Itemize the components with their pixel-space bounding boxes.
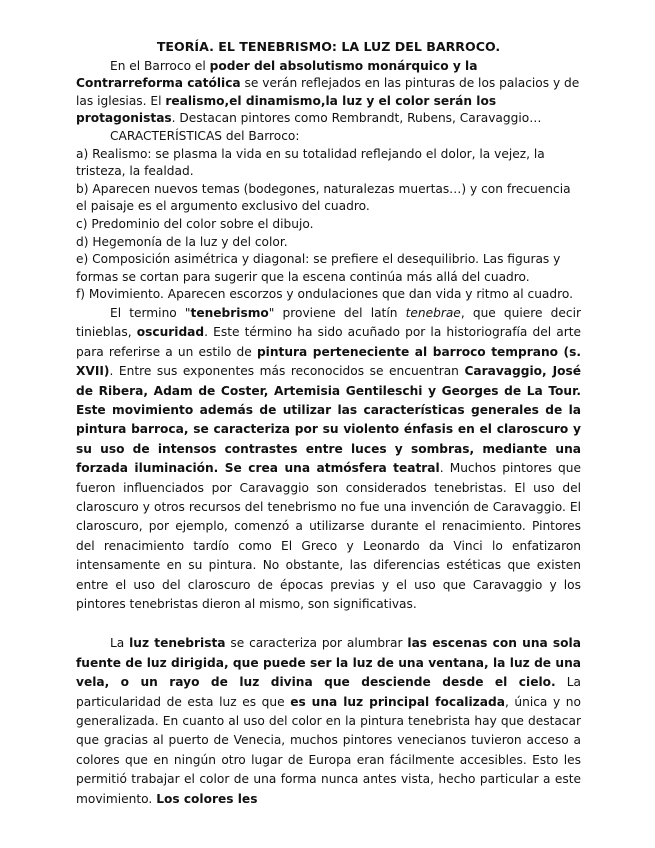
characteristic-c: c) Predominio del color sobre el dibujo. — [76, 216, 314, 231]
luz-bold-3: es una luz principal focalizada — [290, 694, 505, 709]
teneb-bold-2: oscuridad — [136, 325, 205, 340]
characteristic-d: d) Hegemonía de la luz y del color. — [76, 234, 288, 249]
teneb-text-5: . Entre sus exponentes más reconocidos se encuentran — [109, 364, 465, 379]
teneb-text-1: El termino " — [110, 305, 191, 320]
luz-bold-4: Los colores les — [156, 791, 258, 806]
luz-bold-2: las escenas con una sola fuente de luz dirigida, que puede ser la luz de una ventana, la luz de una vela, o un rayo de luz divina que desciende desde el cielo. — [76, 636, 581, 690]
characteristic-e: e) Composición asimétrica y diagonal: se prefiere el desequilibrio. Las figuras y formas se cortan para sugerir que la escena continúa más allá del cuadro. — [76, 252, 561, 284]
characteristic-f: f) Movimiento. Aparecen escorzos y ondulaciones que dan vida y ritmo al cuadro. — [76, 287, 573, 302]
paragraph-spacer — [76, 614, 581, 634]
teneb-italic-1: tenebrae — [405, 305, 461, 320]
luz-text-4: , única y no generalizada. En cuanto al uso del color en la pintura tenebrista hay que destacar que gracias al puerto de Venecia, muchos pintores venecianos tuvieron acceso a colores que en ningún otro lugar de Europa eran fácilmente accesibles. Esto les permitió trabajar el color de una forma nunca antes vista, hecho particular a este movimiento. — [76, 694, 581, 806]
tenebrismo-paragraph — [76, 304, 581, 615]
characteristic-a: a) Realismo: se plasma la vida en su totalidad reflejando el dolor, la vejez, la tristeza, la fealdad. — [76, 146, 545, 179]
luz-text-2: se caracteriza por alumbrar — [225, 636, 408, 651]
teneb-bold-3: pintura perteneciente al barroco temprano (s. XVII) — [76, 344, 581, 379]
teneb-text-3: , que quiere decir tinieblas, — [76, 305, 581, 340]
teneb-text-2: " proviene del latín — [268, 305, 406, 320]
teneb-text-6: . Muchos pintores que fueron influenciados por Caravaggio son considerados tenebristas. El uso del claroscuro y otros recursos del tenebrismo no fue una invención de Caravaggio. El claroscuro, por ejemplo, comenzó a utilizarse durante el renacimiento. Pintores del renacimiento tardío como El Greco y Leonardo da Vinci lo enfatizaron intensamente en su pintura. No obstante, las diferencias estéticas que existen entre el uso del claroscuro de épocas previas y el uso que Caravaggio y los pintores tenebristas dieron al mismo, son significativas. — [76, 461, 581, 611]
luz-text-1: La — [110, 636, 130, 651]
luz-bold-1: luz tenebrista — [129, 636, 226, 651]
intro-text-1: En el Barroco el — [110, 58, 210, 73]
intro-text-2: se verán reflejados en las pinturas de los palacios y de las iglesias. El — [76, 76, 580, 108]
intro-paragraph — [76, 58, 581, 128]
intro-bold-2: realismo,el dinamismo,la luz y el color serán los protagonistas — [76, 93, 497, 126]
intro-text-3: . Destacan pintores como Rembrandt, Rubens, Caravaggio… — [171, 111, 542, 126]
page-title: TEORÍA. EL TENEBRISMO: LA LUZ DEL BARROCO. — [156, 39, 501, 54]
teneb-bold-1: tenebrismo — [190, 305, 269, 320]
teneb-bold-4: Caravaggio, José de Ribera, Adam de Coster, Artemisia Gentileschi y Georges de La Tour. Este movimiento además de utilizar las características generales de la pintura barroca, se caracteriza por su violento énfasis en el claroscuro y su uso de intensos contrastes entre luces y sombras, mediante una forzada iluminación. Se crea una atmósfera teatral — [76, 364, 581, 476]
characteristics-heading: CARACTERÍSTICAS del Barroco: — [110, 128, 300, 143]
intro-bold-1: poder del absolutismo monárquico y la Contrarreforma católica — [76, 58, 478, 91]
characteristic-b: b) Aparecen nuevos temas (bodegones, naturalezas muertas…) y con frecuencia el paisaje es el argumento exclusivo del cuadro. — [76, 181, 571, 214]
teneb-text-4: . Este término ha sido acuñado por la historiografía del arte para referirse a un estilo de — [76, 325, 581, 359]
luz-text-3: La particularidad de esta luz es que — [76, 675, 581, 709]
luz-paragraph — [76, 634, 581, 809]
